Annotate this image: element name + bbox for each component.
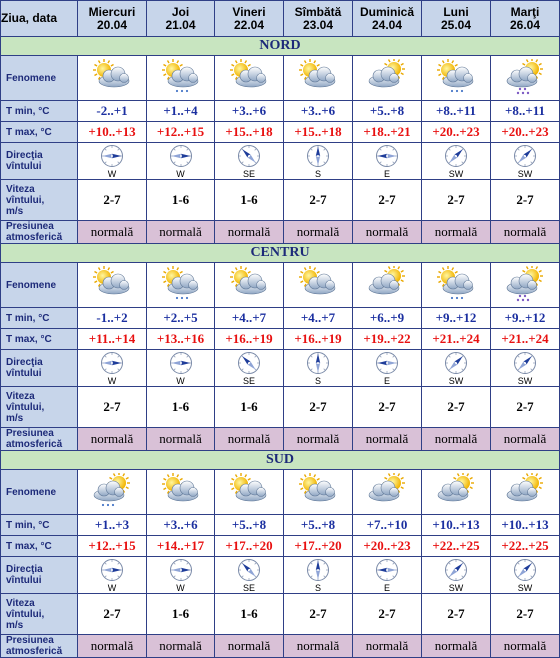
wind-direction-label	[1, 350, 78, 387]
tmax-row	[1, 536, 560, 557]
sun-cloud-icon	[295, 59, 341, 97]
pressure-cell: normală	[491, 221, 560, 244]
tmax-cell: +15..+18	[284, 122, 353, 143]
wind-direction-cell	[422, 143, 491, 180]
tmin-cell: -2..+1	[78, 101, 147, 122]
tmax-cell: +10..+13	[78, 122, 147, 143]
wind-direction-cell	[215, 350, 284, 387]
sun-cloud-icon	[89, 59, 135, 97]
wind-speed-cell: 2-7	[353, 387, 422, 428]
tmin-cell: +5..+8	[215, 515, 284, 536]
sun-cloud-icon	[158, 473, 204, 511]
phenomena-cell	[78, 56, 147, 101]
phenomena-cell	[215, 470, 284, 515]
tmax-cell: +20..+23	[353, 536, 422, 557]
day-name: Duminică	[359, 4, 414, 19]
cloud-sun-icon	[364, 266, 410, 304]
compass-icon	[444, 351, 468, 375]
tmin-cell: +9..+12	[422, 308, 491, 329]
wind-speed-cell: 2-7	[353, 594, 422, 635]
pressure-cell: normală	[284, 428, 353, 451]
pressure-label	[1, 428, 78, 451]
day-name: Vineri	[232, 4, 266, 19]
wind-direction-text: S	[314, 169, 321, 179]
wind-direction-text: SE	[242, 583, 255, 593]
wind-direction-cell	[353, 350, 422, 387]
tmin-label: T min, °C	[1, 515, 78, 536]
label-line: m/s	[6, 619, 24, 631]
tmax-cell: +17..+20	[284, 536, 353, 557]
sun-cloud-icon	[295, 266, 341, 304]
header-row	[1, 1, 560, 37]
pressure-cell: normală	[491, 635, 560, 658]
phenomena-cell	[147, 263, 215, 308]
tmax-cell: +12..+15	[147, 122, 215, 143]
label-line: atmosferică	[6, 232, 63, 243]
wind-direction-row	[1, 350, 560, 387]
wind-direction-cell	[215, 557, 284, 594]
tmin-row	[1, 308, 560, 329]
phenomena-cell	[78, 263, 147, 308]
wind-speed-cell: 1-6	[147, 180, 215, 221]
region-row	[1, 451, 560, 470]
phenomena-cell	[284, 263, 353, 308]
day-date: 20.04	[96, 17, 128, 32]
label-line: Direcţia	[6, 564, 43, 575]
wind-direction-text: SE	[242, 376, 255, 386]
wind-speed-cell: 2-7	[78, 387, 147, 428]
compass-icon	[100, 351, 124, 375]
tmax-cell: +21..+24	[422, 329, 491, 350]
tmin-cell: +3..+6	[215, 101, 284, 122]
pressure-cell: normală	[78, 221, 147, 244]
compass-icon	[169, 351, 193, 375]
cloud-sun-icon	[502, 473, 548, 511]
compass-icon	[306, 558, 330, 582]
wind-direction-label	[1, 143, 78, 180]
sun-cloud-icon	[226, 59, 272, 97]
wind-speed-cell: 1-6	[147, 594, 215, 635]
tmax-label: T max, °C	[1, 536, 78, 557]
compass-icon	[169, 558, 193, 582]
tmax-cell: +21..+24	[491, 329, 560, 350]
pressure-cell: normală	[147, 221, 215, 244]
compass-icon	[237, 144, 261, 168]
tmax-row	[1, 122, 560, 143]
wind-direction-cell	[422, 557, 491, 594]
wind-speed-cell: 2-7	[491, 180, 560, 221]
label-line: m/s	[6, 412, 24, 424]
phenomena-cell	[147, 56, 215, 101]
compass-icon	[513, 144, 537, 168]
cloud-sun-icon	[364, 59, 410, 97]
label-line: Viteza	[6, 597, 35, 609]
pressure-cell: normală	[284, 635, 353, 658]
label-line: m/s	[6, 205, 24, 217]
tmax-cell: +18..+21	[353, 122, 422, 143]
tmin-cell: +10..+13	[422, 515, 491, 536]
wind-speed-cell: 1-6	[215, 594, 284, 635]
label-line: vîntului	[6, 368, 42, 379]
cloud-sun-rain-icon	[502, 59, 548, 97]
label-line: Direcţia	[6, 357, 43, 368]
tmax-label: T max, °C	[1, 122, 78, 143]
wind-direction-text: W	[176, 583, 185, 593]
region-row	[1, 244, 560, 263]
sun-cloud-snow-icon	[433, 266, 479, 304]
day-date: 26.04	[509, 17, 541, 32]
tmin-cell: +10..+13	[491, 515, 560, 536]
tmin-cell: +5..+8	[284, 515, 353, 536]
wind-direction-text: SW	[517, 169, 533, 179]
sun-cloud-snow-icon	[158, 266, 204, 304]
tmin-cell: +3..+6	[147, 515, 215, 536]
wind-direction-cell	[147, 350, 215, 387]
phenomena-label: Fenomene	[1, 56, 78, 101]
tmax-label: T max, °C	[1, 329, 78, 350]
wind-direction-cell	[284, 143, 353, 180]
tmin-cell: +6..+9	[353, 308, 422, 329]
pressure-cell: normală	[215, 428, 284, 451]
label-line: vîntului	[6, 161, 42, 172]
compass-icon	[375, 144, 399, 168]
tmax-cell: +15..+18	[215, 122, 284, 143]
day-header	[215, 1, 284, 37]
tmax-cell: +13..+16	[147, 329, 215, 350]
pressure-cell: normală	[422, 428, 491, 451]
tmax-cell: +11..+14	[78, 329, 147, 350]
wind-speed-cell: 2-7	[353, 180, 422, 221]
tmax-cell: +22..+25	[491, 536, 560, 557]
pressure-row	[1, 221, 560, 244]
label-line: vîntului,	[6, 608, 45, 620]
phenomena-cell	[353, 56, 422, 101]
wind-direction-text: W	[107, 376, 117, 386]
wind-direction-cell	[491, 143, 560, 180]
wind-speed-cell: 1-6	[215, 180, 284, 221]
sun-cloud-snow-icon	[433, 59, 479, 97]
label-line: atmosferică	[6, 646, 63, 657]
wind-direction-text: W	[176, 169, 185, 179]
region-title: CENTRU	[1, 244, 560, 263]
day-header	[491, 1, 560, 37]
pressure-cell: normală	[147, 635, 215, 658]
phenomena-cell	[147, 470, 215, 515]
wind-speed-row	[1, 387, 560, 428]
wind-direction-text: SW	[448, 376, 464, 386]
region-title: SUD	[1, 451, 560, 470]
pressure-cell: normală	[215, 635, 284, 658]
phenomena-cell	[491, 56, 560, 101]
day-date: 21.04	[165, 17, 196, 32]
wind-speed-cell: 2-7	[491, 594, 560, 635]
wind-direction-text: SW	[448, 583, 464, 593]
cloud-sun-rain-icon	[502, 266, 548, 304]
compass-icon	[444, 558, 468, 582]
wind-speed-cell: 1-6	[147, 387, 215, 428]
day-date: 25.04	[440, 17, 472, 32]
compass-icon	[444, 144, 468, 168]
tmax-cell: +16..+19	[215, 329, 284, 350]
phenomena-cell	[78, 470, 147, 515]
compass-icon	[513, 351, 537, 375]
pressure-cell: normală	[353, 428, 422, 451]
wind-speed-label	[1, 387, 78, 428]
phenomena-cell	[491, 470, 560, 515]
wind-direction-text: S	[314, 583, 321, 593]
region-title: NORD	[1, 37, 560, 56]
phenomena-cell	[353, 263, 422, 308]
corner-label: Ziua, data	[1, 1, 78, 37]
pressure-label	[1, 221, 78, 244]
tmin-cell: +2..+5	[147, 308, 215, 329]
wind-speed-cell: 1-6	[215, 387, 284, 428]
wind-direction-cell	[215, 143, 284, 180]
tmax-cell: +14..+17	[147, 536, 215, 557]
tmin-cell: +4..+7	[284, 308, 353, 329]
tmin-row	[1, 515, 560, 536]
pressure-cell: normală	[147, 428, 215, 451]
compass-icon	[375, 351, 399, 375]
wind-speed-cell: 2-7	[78, 594, 147, 635]
phenomena-cell	[422, 470, 491, 515]
label-line: vîntului,	[6, 194, 45, 206]
label-line: Presiunea	[6, 221, 54, 232]
wind-direction-text: W	[176, 376, 185, 386]
phenomena-cell	[215, 263, 284, 308]
cloud-sun-icon	[433, 473, 479, 511]
pressure-label	[1, 635, 78, 658]
tmin-cell: +3..+6	[284, 101, 353, 122]
sun-cloud-icon	[226, 473, 272, 511]
tmax-cell: +17..+20	[215, 536, 284, 557]
sun-cloud-snow-icon	[158, 59, 204, 97]
pressure-cell: normală	[422, 221, 491, 244]
phenomena-cell	[422, 263, 491, 308]
wind-direction-text: S	[314, 376, 321, 386]
wind-direction-text: SW	[517, 583, 533, 593]
tmin-label: T min, °C	[1, 308, 78, 329]
wind-speed-label	[1, 594, 78, 635]
wind-speed-cell: 2-7	[78, 180, 147, 221]
pressure-cell: normală	[215, 221, 284, 244]
sun-cloud-icon	[226, 266, 272, 304]
phenomena-cell	[215, 56, 284, 101]
label-line: vîntului,	[6, 401, 45, 413]
cloud-snow-icon	[89, 473, 135, 511]
day-header	[353, 1, 422, 37]
wind-direction-text: W	[107, 169, 117, 179]
label-line: Presiunea	[6, 428, 54, 439]
tmin-row	[1, 101, 560, 122]
wind-direction-cell	[284, 350, 353, 387]
compass-icon	[237, 558, 261, 582]
pressure-cell: normală	[78, 635, 147, 658]
phenomena-cell	[284, 56, 353, 101]
label-line: Viteza	[6, 183, 35, 195]
wind-speed-row	[1, 180, 560, 221]
pressure-cell: normală	[422, 635, 491, 658]
tmax-cell: +20..+23	[422, 122, 491, 143]
wind-direction-cell	[147, 557, 215, 594]
tmin-cell: -1..+2	[78, 308, 147, 329]
wind-speed-cell: 2-7	[284, 594, 353, 635]
pressure-cell: normală	[353, 635, 422, 658]
label-line: atmosferică	[6, 439, 63, 450]
wind-direction-text: W	[107, 583, 117, 593]
label-line: Presiunea	[6, 635, 54, 646]
tmin-cell: +8..+11	[422, 101, 491, 122]
wind-direction-cell	[491, 557, 560, 594]
pressure-cell: normală	[353, 221, 422, 244]
pressure-cell: normală	[491, 428, 560, 451]
region-row	[1, 37, 560, 56]
wind-direction-text: SE	[242, 169, 255, 179]
wind-speed-cell: 2-7	[284, 387, 353, 428]
pressure-row	[1, 428, 560, 451]
wind-direction-cell	[353, 557, 422, 594]
compass-icon	[169, 144, 193, 168]
pressure-row	[1, 635, 560, 658]
day-name: Marţi	[510, 4, 540, 19]
phenomena-label: Fenomene	[1, 263, 78, 308]
wind-direction-cell	[491, 350, 560, 387]
tmax-cell: +12..+15	[78, 536, 147, 557]
phenomena-label: Fenomene	[1, 470, 78, 515]
wind-direction-text: E	[383, 376, 390, 386]
phenomena-cell	[422, 56, 491, 101]
tmin-cell: +4..+7	[215, 308, 284, 329]
tmax-cell: +22..+25	[422, 536, 491, 557]
wind-speed-cell: 2-7	[491, 387, 560, 428]
wind-direction-cell	[78, 143, 147, 180]
wind-speed-cell: 2-7	[422, 594, 491, 635]
wind-direction-cell	[78, 350, 147, 387]
pressure-cell: normală	[284, 221, 353, 244]
day-name: Luni	[443, 4, 469, 19]
wind-direction-cell	[78, 557, 147, 594]
compass-icon	[513, 558, 537, 582]
wind-speed-cell: 2-7	[284, 180, 353, 221]
day-name: Miercuri	[88, 4, 136, 19]
phenomena-row	[1, 470, 560, 515]
phenomena-cell	[353, 470, 422, 515]
tmax-cell: +16..+19	[284, 329, 353, 350]
sun-cloud-icon	[295, 473, 341, 511]
day-date: 24.04	[371, 17, 403, 32]
day-header	[422, 1, 491, 37]
tmax-cell: +20..+23	[491, 122, 560, 143]
compass-icon	[100, 558, 124, 582]
wind-speed-label	[1, 180, 78, 221]
tmin-cell: +5..+8	[353, 101, 422, 122]
wind-direction-cell	[422, 350, 491, 387]
wind-speed-row	[1, 594, 560, 635]
wind-speed-cell: 2-7	[422, 387, 491, 428]
phenomena-row	[1, 56, 560, 101]
tmin-cell: +7..+10	[353, 515, 422, 536]
tmin-cell: +1..+4	[147, 101, 215, 122]
wind-direction-text: SW	[448, 169, 464, 179]
compass-icon	[237, 351, 261, 375]
day-header	[147, 1, 215, 37]
phenomena-cell	[284, 470, 353, 515]
compass-icon	[375, 558, 399, 582]
compass-icon	[100, 144, 124, 168]
sun-cloud-icon	[89, 266, 135, 304]
wind-direction-text: E	[383, 169, 390, 179]
phenomena-row	[1, 263, 560, 308]
day-date: 22.04	[233, 17, 265, 32]
compass-icon	[306, 351, 330, 375]
tmin-cell: +8..+11	[491, 101, 560, 122]
tmin-label: T min, °C	[1, 101, 78, 122]
wind-direction-cell	[284, 557, 353, 594]
day-name: Joi	[171, 4, 190, 19]
day-name: Sîmbătă	[294, 4, 342, 19]
tmax-cell: +19..+22	[353, 329, 422, 350]
cloud-sun-icon	[364, 473, 410, 511]
label-line: Direcţia	[6, 150, 43, 161]
wind-direction-row	[1, 143, 560, 180]
compass-icon	[306, 144, 330, 168]
day-date: 23.04	[302, 17, 334, 32]
wind-direction-text: SW	[517, 376, 533, 386]
pressure-cell: normală	[78, 428, 147, 451]
day-header	[284, 1, 353, 37]
wind-direction-row	[1, 557, 560, 594]
wind-direction-cell	[353, 143, 422, 180]
wind-speed-cell: 2-7	[422, 180, 491, 221]
label-line: Viteza	[6, 390, 35, 402]
tmin-cell: +9..+12	[491, 308, 560, 329]
day-header	[78, 1, 147, 37]
wind-direction-cell	[147, 143, 215, 180]
tmax-row	[1, 329, 560, 350]
label-line: vîntului	[6, 575, 42, 586]
wind-direction-text: E	[383, 583, 390, 593]
tmin-cell: +1..+3	[78, 515, 147, 536]
wind-direction-label	[1, 557, 78, 594]
phenomena-cell	[491, 263, 560, 308]
